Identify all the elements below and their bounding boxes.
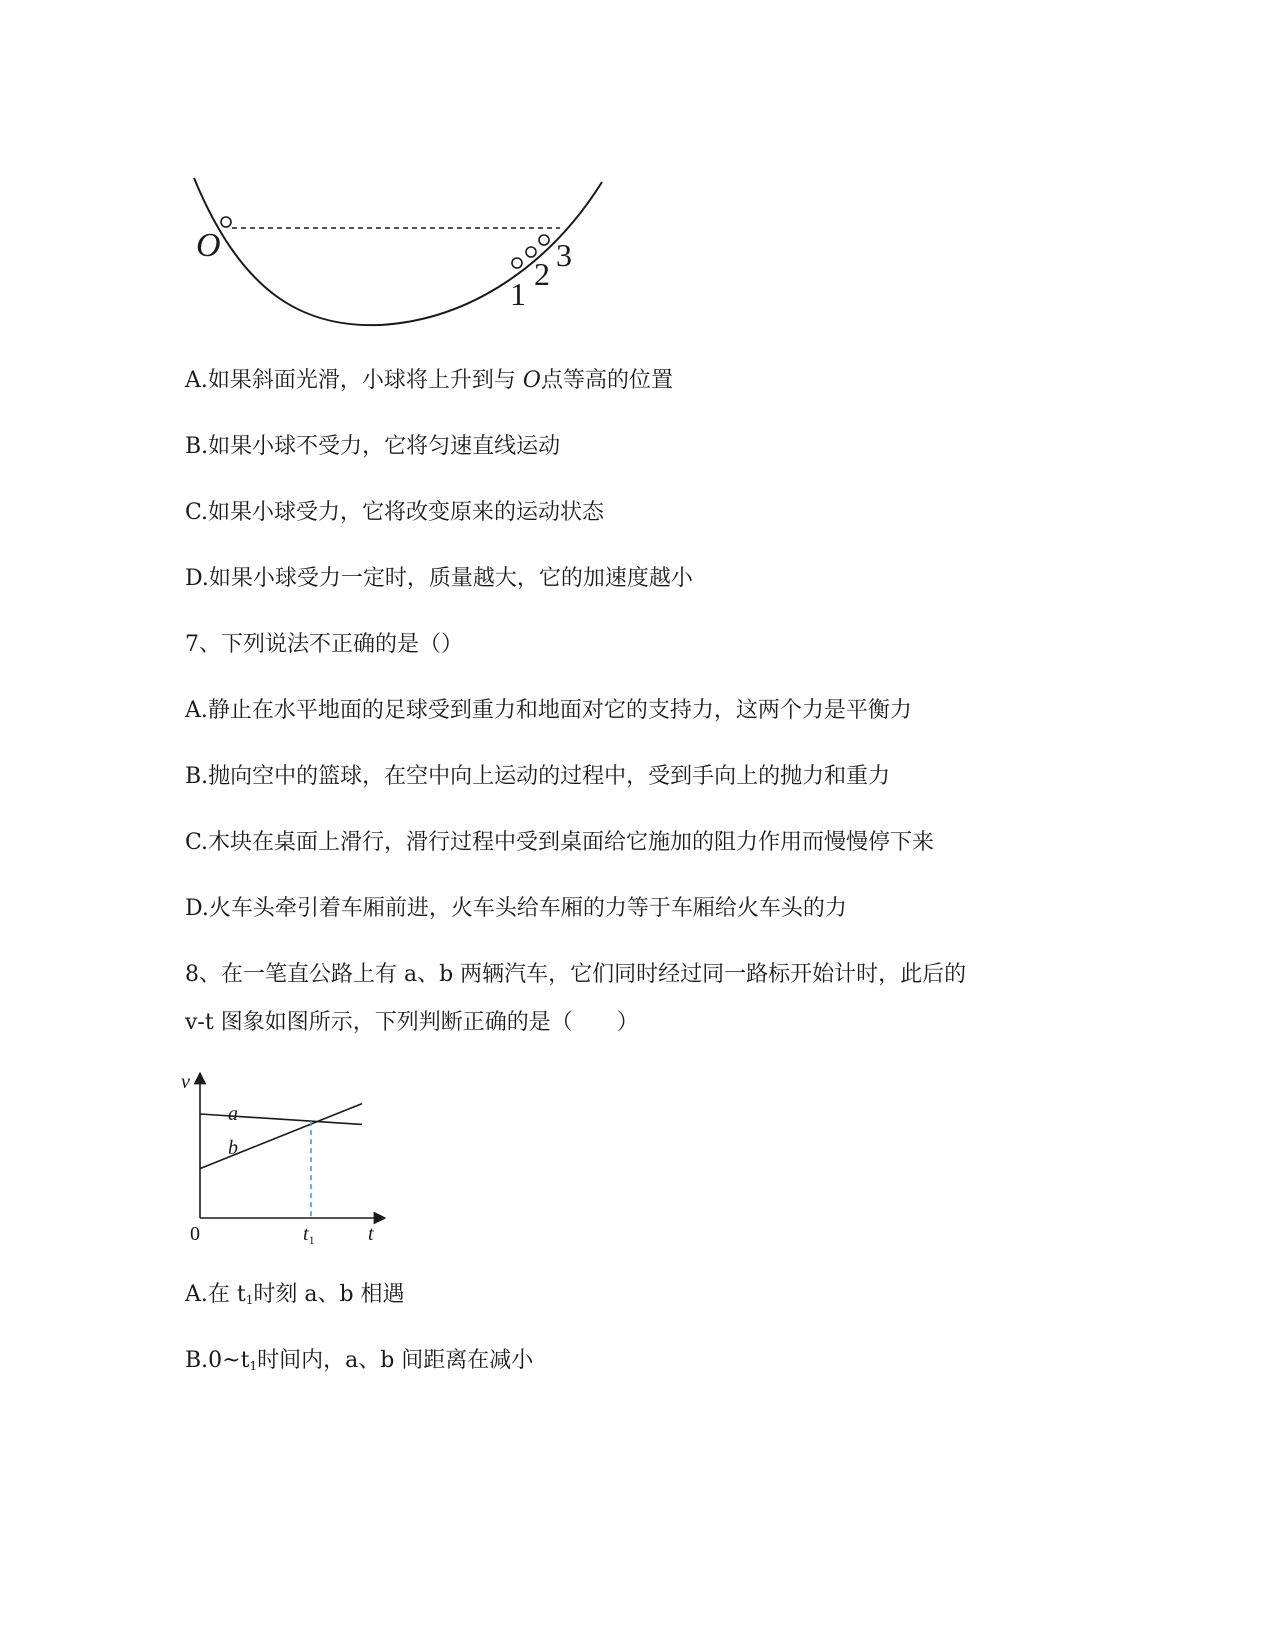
t1-tick-label (303, 1223, 315, 1247)
q7-option-d: D.火车头牵引着车厢前进，火车头给车厢的力等于车厢给火车头的力 (185, 896, 847, 921)
ball-3 (539, 235, 549, 245)
x-axis-label: t (368, 1223, 374, 1245)
q7-option-b: B.抛向空中的篮球，在空中向上运动的过程中，受到手向上的抛力和重力 (185, 764, 891, 789)
ball-1 (512, 258, 522, 268)
label-1: 1 (510, 276, 526, 312)
q6-option-c: C.如果小球受力，它将改变原来的运动状态 (185, 500, 605, 525)
q6-option-a-pre: A.如果斜面光滑，小球将上升到与 (185, 368, 523, 393)
q8-option-b-sub: 1 (249, 1359, 258, 1373)
q8-option-a (185, 1280, 405, 1315)
series-a-line (200, 1114, 362, 1124)
q7-option-c: C.木块在桌面上滑行，滑行过程中受到桌面给它施加的阻力作用而慢慢停下来 (185, 830, 935, 855)
vt-chart (175, 1068, 405, 1253)
q8-option-a-pre: A.在 t (185, 1282, 246, 1307)
q8-stem-line2: v-t 图象如图所示，下列判断正确的是（ ） (185, 1010, 639, 1035)
q8-option-b-post: 时间内，a、b 间距离在减小 (257, 1348, 534, 1373)
q8-option-a-sub: 1 (245, 1293, 254, 1307)
t1-tick-main: t (303, 1223, 309, 1245)
q6-option-a (185, 366, 673, 396)
curved-track (194, 178, 602, 325)
q6-option-b: B.如果小球不受力，它将匀速直线运动 (185, 434, 561, 459)
t1-tick-sub: 1 (308, 1233, 315, 1247)
y-axis-label: v (181, 1071, 190, 1093)
q7-stem: 7、下列说法不正确的是（） (185, 632, 463, 657)
label-3: 3 (556, 237, 572, 273)
q8-stem-line1: 8、在一笔直公路上有 a、b 两辆汽车，它们同时经过同一路标开始计时，此后的 (185, 962, 967, 987)
origin-label: 0 (190, 1223, 200, 1245)
ball-at-o (221, 217, 231, 227)
q6-option-a-o: O (522, 368, 541, 393)
series-a-label: a (228, 1103, 238, 1125)
q6-option-d: D.如果小球受力一定时，质量越大，它的加速度越小 (185, 566, 693, 591)
series-b-line (200, 1104, 362, 1169)
series-b-label: b (228, 1137, 238, 1159)
q7-option-a: A.静止在水平地面的足球受到重力和地面对它的支持力，这两个力是平衡力 (185, 698, 912, 723)
label-2: 2 (534, 256, 550, 292)
q8-option-b (185, 1346, 533, 1381)
point-o-label: O (196, 227, 221, 264)
q8-option-a-post: 时刻 a、b 相遇 (253, 1282, 405, 1307)
track-figure (180, 170, 620, 340)
q6-option-a-post: 点等高的位置 (540, 368, 673, 393)
q8-option-b-pre: B.0~t (185, 1348, 250, 1373)
